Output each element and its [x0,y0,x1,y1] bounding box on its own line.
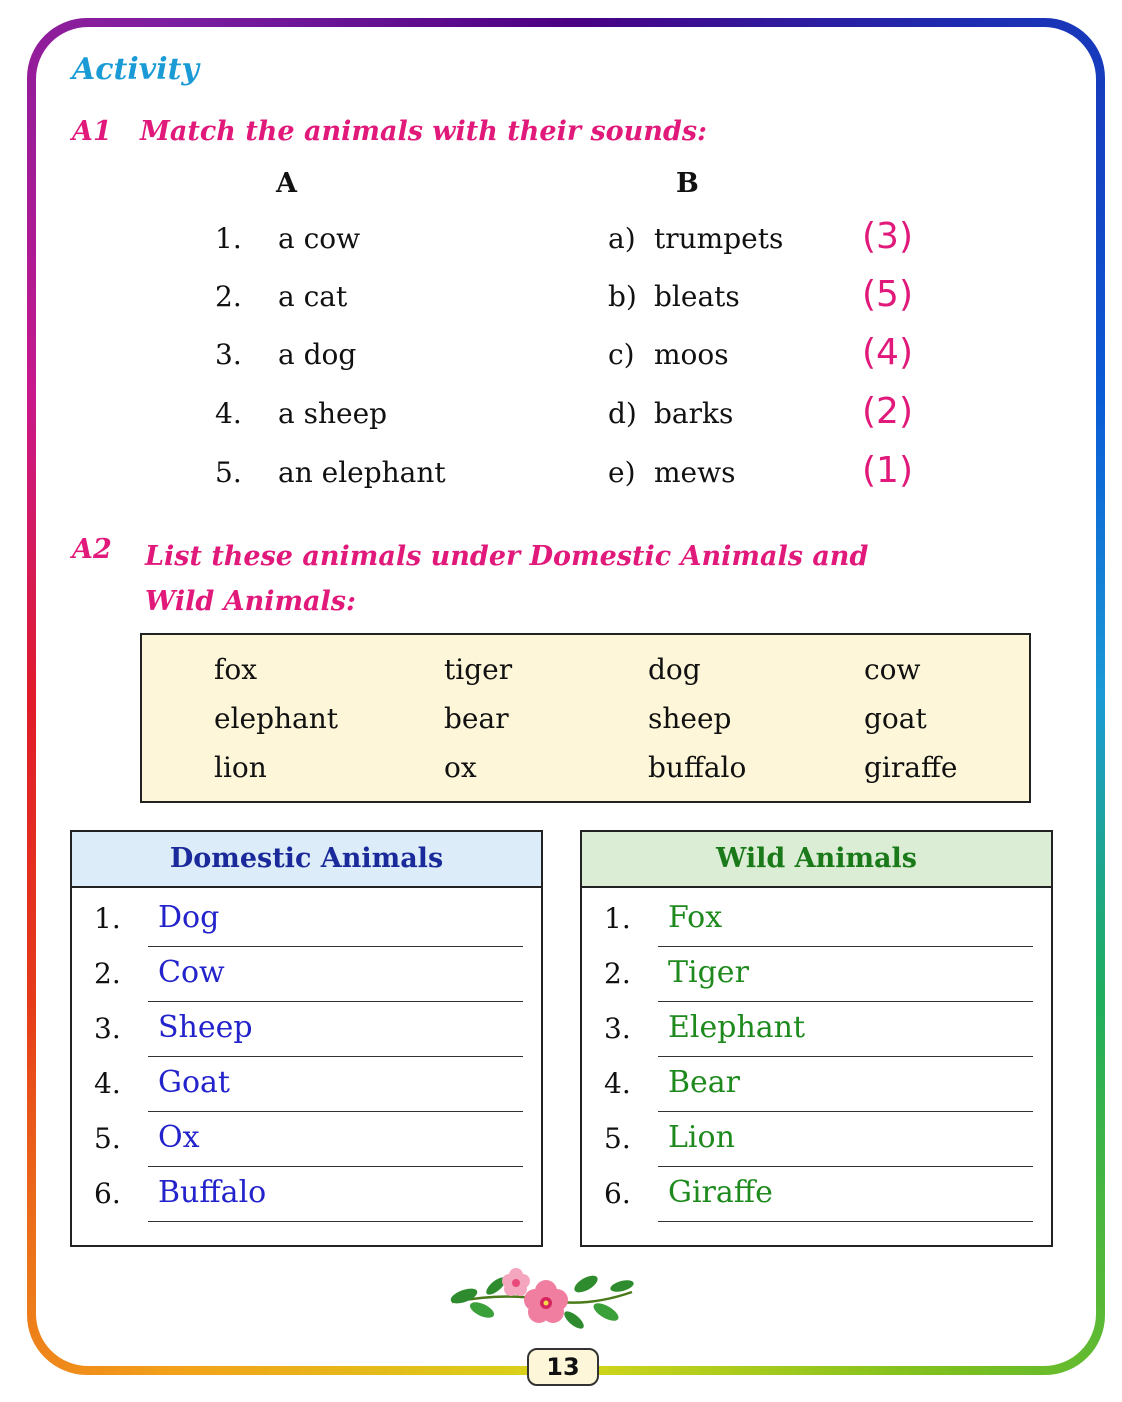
domestic-animals-heading: Domestic Animals [72,832,541,888]
row-number: 4. [215,397,242,430]
answer-line [148,1166,523,1167]
a1-instruction: Match the animals with their sounds: [140,116,707,147]
answer-line [148,1001,523,1002]
word-bank-item: cow [864,653,921,686]
list-item [582,1010,1051,1062]
answer-line [658,1056,1033,1057]
animal-name: a cat [278,280,348,313]
page-number: 13 [527,1348,599,1386]
animal-sound: moos [654,338,729,371]
item-number: 6. [604,1177,631,1210]
item-number: 4. [94,1067,121,1100]
answer-line [148,1111,523,1112]
animal-name: a dog [278,338,357,371]
answer-text: Giraffe [668,1175,773,1210]
item-number: 1. [94,902,121,935]
wild-animals-heading: Wild Animals [582,832,1051,888]
match-row [0,391,1122,447]
answer-text: Ox [158,1120,200,1155]
match-answer: (5) [862,274,913,315]
answer-line [148,1056,523,1057]
sound-letter: a) [608,222,636,255]
answer-text: Lion [668,1120,735,1155]
answer-text: Sheep [158,1010,253,1045]
answer-line [148,946,523,947]
a2-number: A2 [72,534,112,565]
animal-sound: trumpets [654,222,784,255]
answer-line [658,1111,1033,1112]
row-number: 5. [215,456,242,489]
activity-heading: Activity [72,52,199,87]
answer-text: Bear [668,1065,741,1100]
answer-text: Tiger [668,955,749,990]
answer-text: Goat [158,1065,230,1100]
sound-letter: d) [608,397,637,430]
column-a-heading: A [276,168,297,199]
animal-name: a sheep [278,397,388,430]
word-bank-item: fox [214,653,258,686]
list-item [72,1120,541,1172]
word-bank-item: sheep [648,702,732,735]
list-item [582,1175,1051,1227]
answer-text: Dog [158,900,220,935]
list-item [582,1120,1051,1172]
row-number: 2. [215,280,242,313]
match-answer: (1) [862,450,913,491]
match-row [0,450,1122,506]
list-item [72,1065,541,1117]
list-item [72,1010,541,1062]
column-b-heading: B [676,168,699,199]
word-bank-item: lion [214,751,267,784]
word-bank-item: dog [648,653,701,686]
list-item [72,900,541,952]
word-bank-item: bear [444,702,509,735]
item-number: 2. [94,957,121,990]
list-item [582,1065,1051,1117]
word-bank-item: buffalo [648,751,747,784]
wild-animals-table [580,830,1053,1247]
sound-letter: c) [608,338,635,371]
domestic-animals-table [70,830,543,1247]
row-number: 3. [215,338,242,371]
item-number: 3. [94,1012,121,1045]
answer-line [148,1221,523,1222]
answer-text: Cow [158,955,225,990]
answer-text: Buffalo [158,1175,267,1210]
animal-sound: bleats [654,280,740,313]
answer-text: Elephant [668,1010,806,1045]
a2-instruction [145,534,965,624]
word-bank-item: elephant [214,702,339,735]
word-bank-item: giraffe [864,751,958,784]
list-item [72,1175,541,1227]
answer-line [658,1221,1033,1222]
match-answer: (3) [862,216,913,257]
list-item [582,900,1051,952]
word-bank-item: goat [864,702,927,735]
match-answer: (2) [862,391,913,432]
animal-name: an elephant [278,456,446,489]
animal-name: a cow [278,222,361,255]
item-number: 6. [94,1177,121,1210]
item-number: 1. [604,902,631,935]
item-number: 3. [604,1012,631,1045]
answer-line [658,946,1033,947]
flower-icon [446,1262,636,1336]
word-bank-item: tiger [444,653,513,686]
a2-instruction-line-2: Wild Animals: [145,586,356,617]
item-number: 2. [604,957,631,990]
match-row [0,332,1122,388]
answer-line [658,1166,1033,1167]
a2-instruction-line-1: List these animals under Domestic Animals and [145,541,869,572]
match-row [0,216,1122,272]
list-item [72,955,541,1007]
item-number: 5. [604,1122,631,1155]
sound-letter: b) [608,280,637,313]
answer-text: Fox [668,900,723,935]
word-bank-item: ox [444,751,477,784]
sound-letter: e) [608,456,636,489]
row-number: 1. [215,222,242,255]
answer-line [658,1001,1033,1002]
item-number: 5. [94,1122,121,1155]
animal-sound: barks [654,397,734,430]
item-number: 4. [604,1067,631,1100]
animal-sound: mews [654,456,736,489]
list-item [582,955,1051,1007]
match-row [0,274,1122,330]
a1-number: A1 [72,116,112,147]
match-answer: (4) [862,332,913,373]
word-bank [140,633,1031,803]
